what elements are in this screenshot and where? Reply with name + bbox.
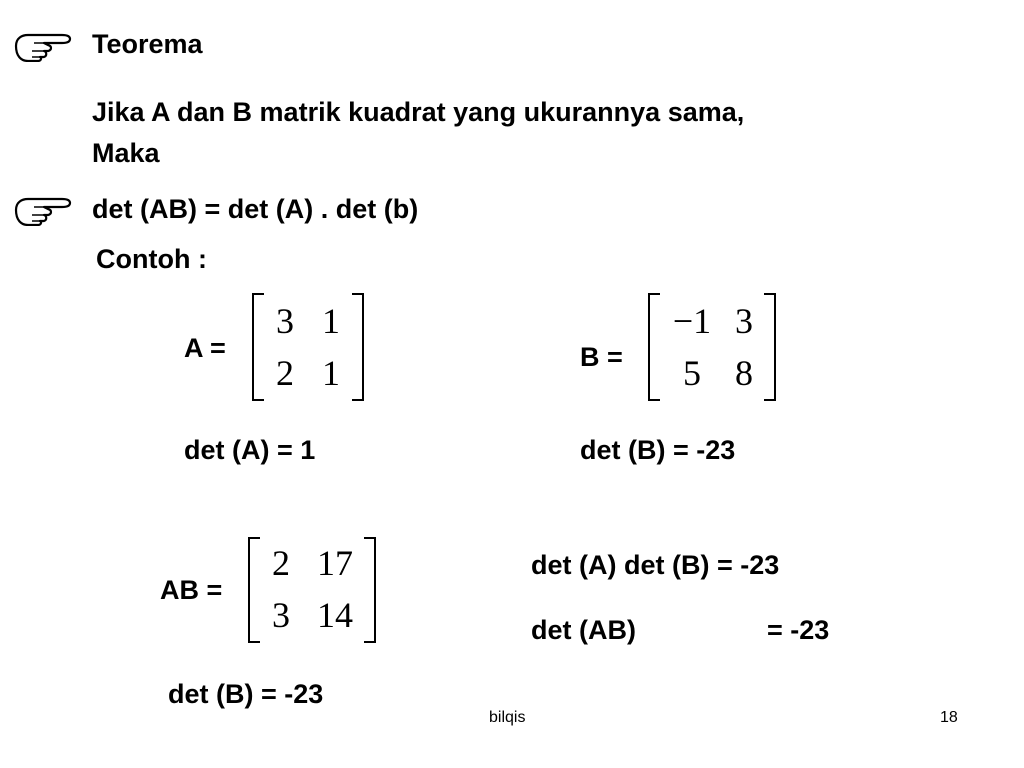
- matrix-ab-cell: 2: [272, 543, 290, 583]
- matrix-a-cell: 2: [276, 353, 294, 393]
- footer-author: bilqis: [489, 709, 526, 726]
- matrix-ab-cell: 17: [317, 543, 353, 583]
- matrix-ab-cell: 14: [317, 595, 353, 635]
- matrix-b: [648, 293, 776, 401]
- result-det-ab-label: det (AB): [531, 615, 636, 645]
- matrix-b-cell: 3: [735, 301, 753, 341]
- matrix-b-label: B =: [580, 342, 623, 372]
- slide-heading: Teorema: [92, 29, 203, 59]
- page-number: 18: [940, 709, 958, 726]
- pointing-hand-icon: [14, 192, 74, 226]
- matrix-a: [252, 293, 364, 401]
- det-a: det (A) = 1: [184, 435, 316, 465]
- matrix-ab-label: AB =: [160, 575, 223, 605]
- det-ab-line: det (B) = -23: [168, 679, 324, 709]
- pointing-hand-icon: [14, 28, 74, 62]
- statement-line-1: Jika A dan B matrik kuadrat yang ukurannya sama,: [92, 97, 745, 127]
- theorem-formula: det (AB) = det (A) . det (b): [92, 194, 419, 224]
- matrix-a-cell: 1: [322, 353, 340, 393]
- det-b: det (B) = -23: [580, 435, 736, 465]
- statement-line-2: Maka: [92, 138, 160, 168]
- result-product: det (A) det (B) = -23: [531, 550, 780, 580]
- matrix-a-label: A =: [184, 333, 226, 363]
- result-det-ab-value: = -23: [767, 615, 830, 645]
- matrix-b-cell: 5: [683, 353, 701, 393]
- matrix-b-cell: −1: [672, 301, 712, 341]
- example-label: Contoh :: [96, 244, 207, 274]
- matrix-ab-cell: 3: [272, 595, 290, 635]
- matrix-a-cell: 1: [322, 301, 340, 341]
- matrix-ab: [248, 537, 376, 643]
- matrix-b-cell: 8: [735, 353, 753, 393]
- matrix-a-cell: 3: [276, 301, 294, 341]
